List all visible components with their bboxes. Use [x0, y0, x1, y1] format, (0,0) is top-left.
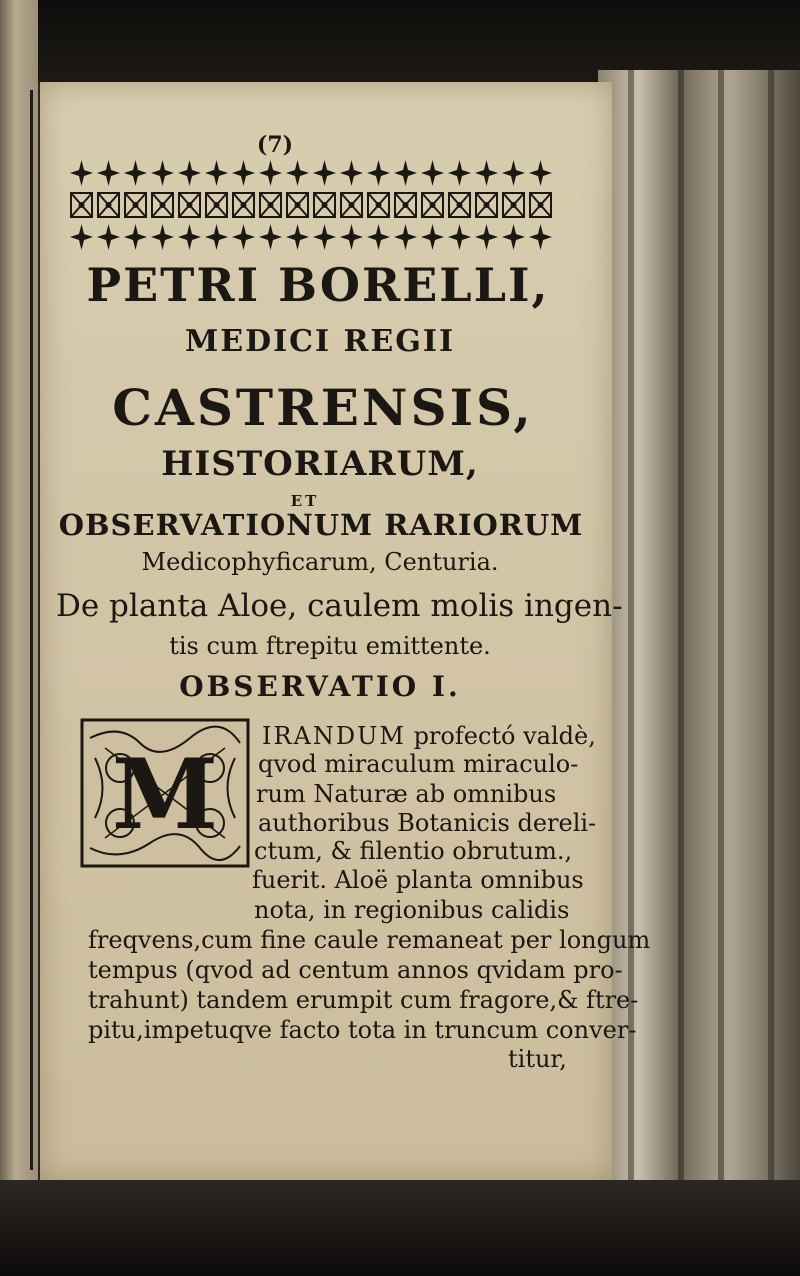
- subject-line-1: De planta Aloe, caulem molis ingen-: [56, 588, 623, 624]
- body-line-10: trahunt) tandem erumpit cum fragore,& ftre-: [88, 986, 639, 1014]
- body-line-7: nota, in regionibus calidis: [254, 896, 570, 924]
- body-line-9: tempus (qvod ad centum annos qvidam pro-: [88, 956, 623, 984]
- author-role: MEDICI REGII: [185, 324, 455, 359]
- body-line-6: fuerit. Aloë planta omnibus: [252, 866, 584, 894]
- folio-number: (7): [256, 132, 294, 158]
- observatio-heading: OBSERVATIO I.: [179, 670, 461, 703]
- title-centuria: Medicophyficarum, Centuria.: [141, 548, 499, 576]
- body-line-11: pitu,impetuqve facto tota in truncum conver-: [88, 1016, 637, 1044]
- svg-text:M: M: [111, 738, 219, 851]
- body-line-3: rum Naturæ ab omnibus: [256, 780, 557, 808]
- body-line-1: IRANDUM profectó valdè,: [262, 722, 596, 750]
- body-line-5: ctum, & filentio obrutum.,: [254, 837, 573, 865]
- page-gutter-line: [30, 90, 33, 1170]
- author-name: PETRI BORELLI,: [86, 258, 550, 312]
- title-historiarum: HISTORIARUM,: [161, 444, 479, 484]
- book-page: [40, 82, 651, 1180]
- subject-line-2: tis cum ftrepitu emittente.: [169, 632, 491, 660]
- title-observationum: OBSERVATIONUM RARIORUM: [58, 508, 584, 542]
- catchword: titur,: [508, 1045, 567, 1073]
- body-line-8: freqvens,cum fine caule remaneat per longum: [88, 926, 651, 954]
- body-line-4: authoribus Botanicis dereli-: [258, 809, 597, 837]
- ornament-band-middle-icon: [68, 190, 554, 220]
- decorated-initial-icon: [80, 718, 250, 868]
- dark-background-bottom: [0, 1180, 800, 1276]
- ornament-band-top-icon: [68, 158, 554, 188]
- author-place: CASTRENSIS,: [112, 378, 534, 437]
- title-et: ET: [290, 492, 320, 510]
- ornament-band-bottom-icon: [68, 222, 554, 252]
- body-line-2: qvod miraculum miraculo-: [258, 750, 579, 778]
